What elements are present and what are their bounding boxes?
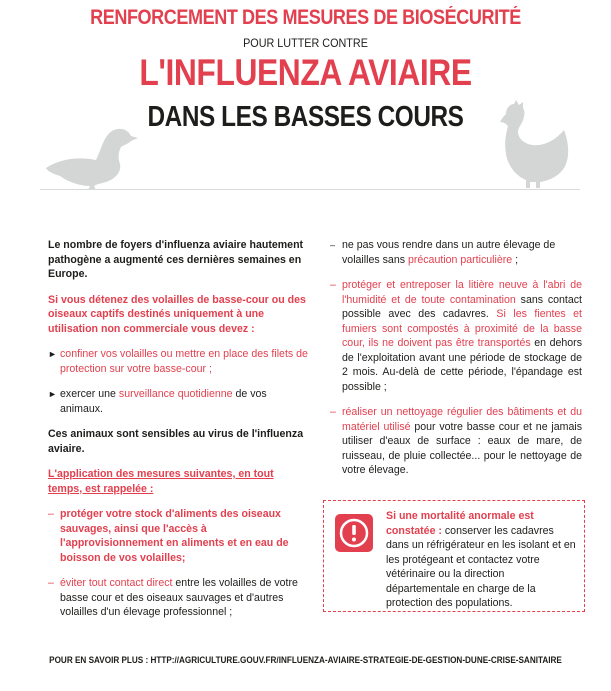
text-part-red: éviter tout contact direct bbox=[60, 577, 173, 589]
text-part: de vos animaux. bbox=[60, 388, 267, 415]
red-intro-text: Si vous détenez des volailles de basse-cour ou des oiseaux captifs destinés uniquement à une utilisation non commerciale vous devez : bbox=[48, 293, 306, 335]
alert-text-red: Si une mortalité anormale est constatée : bbox=[386, 510, 534, 537]
list-item-text: protéger votre stock d'aliments des oiseaux sauvages, ainsi que l'accès à l'approvisionnement en aliments et en eau de boisson de vos volailles; bbox=[60, 508, 289, 564]
text-part: ; bbox=[512, 253, 519, 266]
list-item-text bbox=[342, 405, 582, 478]
text-part: exercer une bbox=[60, 388, 119, 400]
sensible-text: Ces animaux sont sensibles au virus de l'influenza aviaire. bbox=[48, 428, 304, 455]
dash-marker: – bbox=[330, 279, 336, 291]
list-item bbox=[48, 387, 310, 416]
list-item bbox=[48, 507, 310, 565]
mortality-alert-box bbox=[323, 500, 585, 612]
title-line-1: RENFORCEMENT DES MESURES DE BIOSÉCURITÉ bbox=[90, 6, 521, 29]
list-item-text bbox=[342, 238, 582, 267]
list-item bbox=[330, 238, 582, 267]
hen-icon bbox=[496, 100, 578, 190]
alert-text-body: conserver les cadavres dans un réfrigérateur en les isolant et en les protégeant et contactez votre vétérinaire ou la direction départementale en charge de la protection des populations. bbox=[386, 524, 576, 609]
triangle-right-icon: ► bbox=[48, 389, 57, 399]
application-text: L'application des mesures suivantes, en tout temps, est rappelée : bbox=[48, 468, 274, 495]
list-item bbox=[48, 576, 310, 620]
text-part: pour votre basse cour et ne jamais utiliser d'eaux de surface : eaux de mare, de ruisseau, de pluie collectée... pour le nettoyage de votre élevage. bbox=[342, 420, 582, 476]
list-item-text: confiner vos volailles ou mettre en place des filets de protection sur votre basse-cour ; bbox=[60, 348, 308, 375]
text-part: sans contact possible avec des cadavres. bbox=[342, 293, 582, 320]
left-column bbox=[48, 238, 310, 631]
text-part-red: surveillance quotidienne bbox=[118, 388, 233, 400]
text-part-red: réaliser un nettoyage régulier des bâtiments et du matériel utilisé bbox=[342, 406, 582, 433]
text-part: en dehors de l'exploitation avant une période de stockage de 2 mois. Au-delà de cette période, l'épandage est possible ; bbox=[342, 337, 583, 393]
ground-line bbox=[40, 189, 580, 190]
alert-text bbox=[374, 509, 576, 609]
title-line-4: DANS LES BASSES COURS bbox=[147, 101, 464, 133]
text-part: entre les volailles de votre basse cour et des oiseaux sauvages et d'autres volailles d'un élevage professionnel ; bbox=[60, 577, 298, 618]
title-line-3: L'INFLUENZA AVIAIRE bbox=[139, 52, 472, 93]
title-line-2: POUR LUTTER CONTRE bbox=[243, 36, 368, 50]
list-item-text bbox=[60, 387, 310, 416]
list-item bbox=[330, 405, 582, 478]
list-item-text bbox=[60, 576, 310, 620]
text-part-red: protéger et entreposer la litière neuve à l'abri de l'humidité et de toute contamination bbox=[342, 279, 582, 306]
footer-link[interactable]: POUR EN SAVOIR PLUS : HTTP://AGRICULTURE.GOUV.FR/INFLUENZA-AVIAIRE-STRATEGIE-DE-GESTION-DUNE-CRISE-SANITAIRE bbox=[49, 655, 562, 666]
text-part: ne pas vous rendre dans un autre élevage de volailles sans bbox=[342, 239, 556, 266]
triangle-right-icon: ► bbox=[48, 349, 57, 359]
header bbox=[0, 0, 611, 200]
text-part-red: Si les fientes et fumiers sont compostés à proximité de la basse cour, ils ne doivent pas être transportés bbox=[342, 308, 582, 349]
list-item bbox=[48, 347, 310, 376]
intro-text: Le nombre de foyers d'influenza aviaire hautement pathogène a augmenté ces dernières semaines en Europe. bbox=[48, 239, 304, 280]
right-column bbox=[330, 238, 582, 489]
dash-marker: – bbox=[48, 508, 54, 520]
dash-marker: – bbox=[330, 406, 336, 418]
exclamation-icon bbox=[334, 513, 374, 553]
dash-marker: – bbox=[330, 240, 336, 250]
list-item bbox=[330, 278, 582, 394]
text-part-red: précaution particulière bbox=[407, 253, 513, 266]
dash-marker: – bbox=[48, 577, 54, 589]
list-item-text bbox=[342, 278, 582, 394]
duck-icon bbox=[40, 120, 140, 192]
